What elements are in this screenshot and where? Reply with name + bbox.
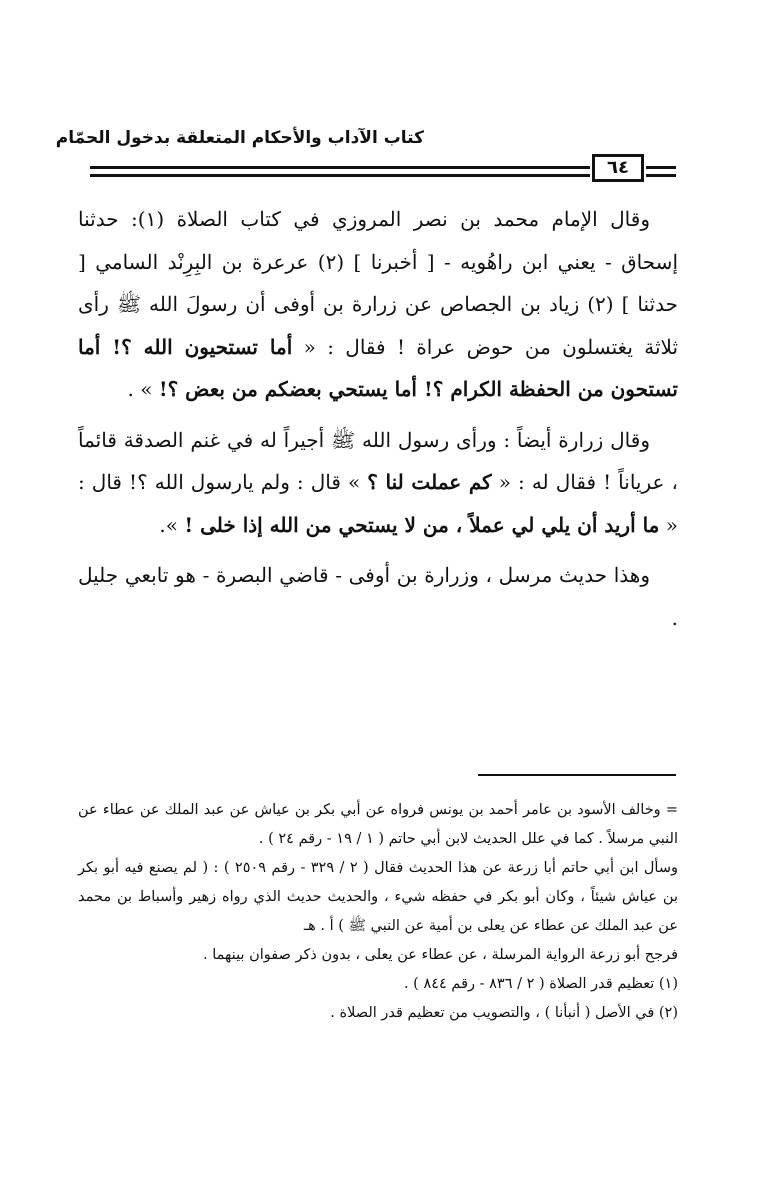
footnotes [78, 796, 678, 1028]
p1-end: » . [127, 377, 159, 401]
paragraph-2 [78, 419, 678, 547]
header-title: كتاب الآداب والأحكام المتعلقة بدخول الحمّام [55, 128, 424, 148]
paragraph-3 [78, 554, 678, 639]
p2-quote-1: كم عملت لنا ؟ [367, 470, 492, 494]
main-text [78, 198, 678, 647]
footnote-1: (١) تعظيم قدر الصلاة ( ٢ / ٨٣٦ - رقم ٨٤٤ ) . [403, 976, 678, 992]
footnote-separator [478, 774, 676, 776]
header-rule-right-top [646, 166, 676, 169]
header-rule-right-bottom [646, 174, 676, 177]
header-rule-bottom [90, 174, 590, 177]
header-rule-top [90, 166, 590, 169]
footnote-abu-zura: فرجح أبو زرعة الرواية المرسلة ، عن عطاء عن يعلى ، بدون ذكر صفوان بينهما . [202, 947, 678, 963]
p3-text: وهذا حديث مرسل ، وزرارة بن أوفى - قاضي البصرة - هو تابعي جليل . [78, 563, 678, 630]
p2-end: ». [159, 512, 185, 537]
footnote-continued: = وخالف الأسود بن عامر أحمد بن يونس فرواه عن أبي بكر بن عياش عن عبد الملك عن عطاء عن النبي مرسلاً . كما في علل الحديث لابن أبي حاتم ( ١ / ١٩ - رقم ٢٤ ) . [78, 802, 678, 847]
p2-quote-2: ما أريد أن يلي لي عملاً ، من لا يستحي من الله إذا خلى ! [184, 512, 660, 537]
paragraph-1 [78, 198, 678, 411]
p1-text: وقال الإمام محمد بن نصر المروزي في كتاب الصلاة (١): حدثنا إسحاق - يعني ابن راهُويه - [ أخبرنا ] (٢) عرعرة بن البِرِنْد السامي [ حدثنا ] (٢) زياد بن الجصاص عن زرارة بن أوفى أن رسولَ الله ﷺ رأى ثلاثة يغتسلون من حوض عراة ! فقال : « [78, 207, 679, 359]
page-number: ٦٤ [592, 154, 644, 182]
footnote-2: (٢) في الأصل ( أنبأنا ) ، والتصويب من تعظيم قدر الصلاة . [330, 1005, 678, 1021]
p1-quote: أما تستحيون الله ؟! أما تستحون من الحفظة الكرام ؟! أما يستحي بعضكم من بعض ؟! [78, 334, 678, 401]
footnote-abu-hatim: وسأل ابن أبي حاتم أبا زرعة عن هذا الحديث فقال ( ٢ / ٣٢٩ - رقم ٢٥٠٩ ) : ( لم يصنع فيه أبو بكر بن عياش شيئاً ، وكان أبو بكر في حفظه شيء ، والحديث حديث الذي رواه زهير وأسباط بن محمد عن عبد الملك عن عطاء عن يعلى بن أمية عن النبي ﷺ ) أ . هـ [78, 860, 678, 934]
p2-start: وقال زرارة أيضاً : ورأى رسول الله ﷺ أجيراً له في غنم الصدقة قائماً ، عرياناً ! فقال له : « [78, 427, 678, 494]
p2-mid: » قال : ولم يارسول الله ؟! قال : « [78, 470, 678, 537]
